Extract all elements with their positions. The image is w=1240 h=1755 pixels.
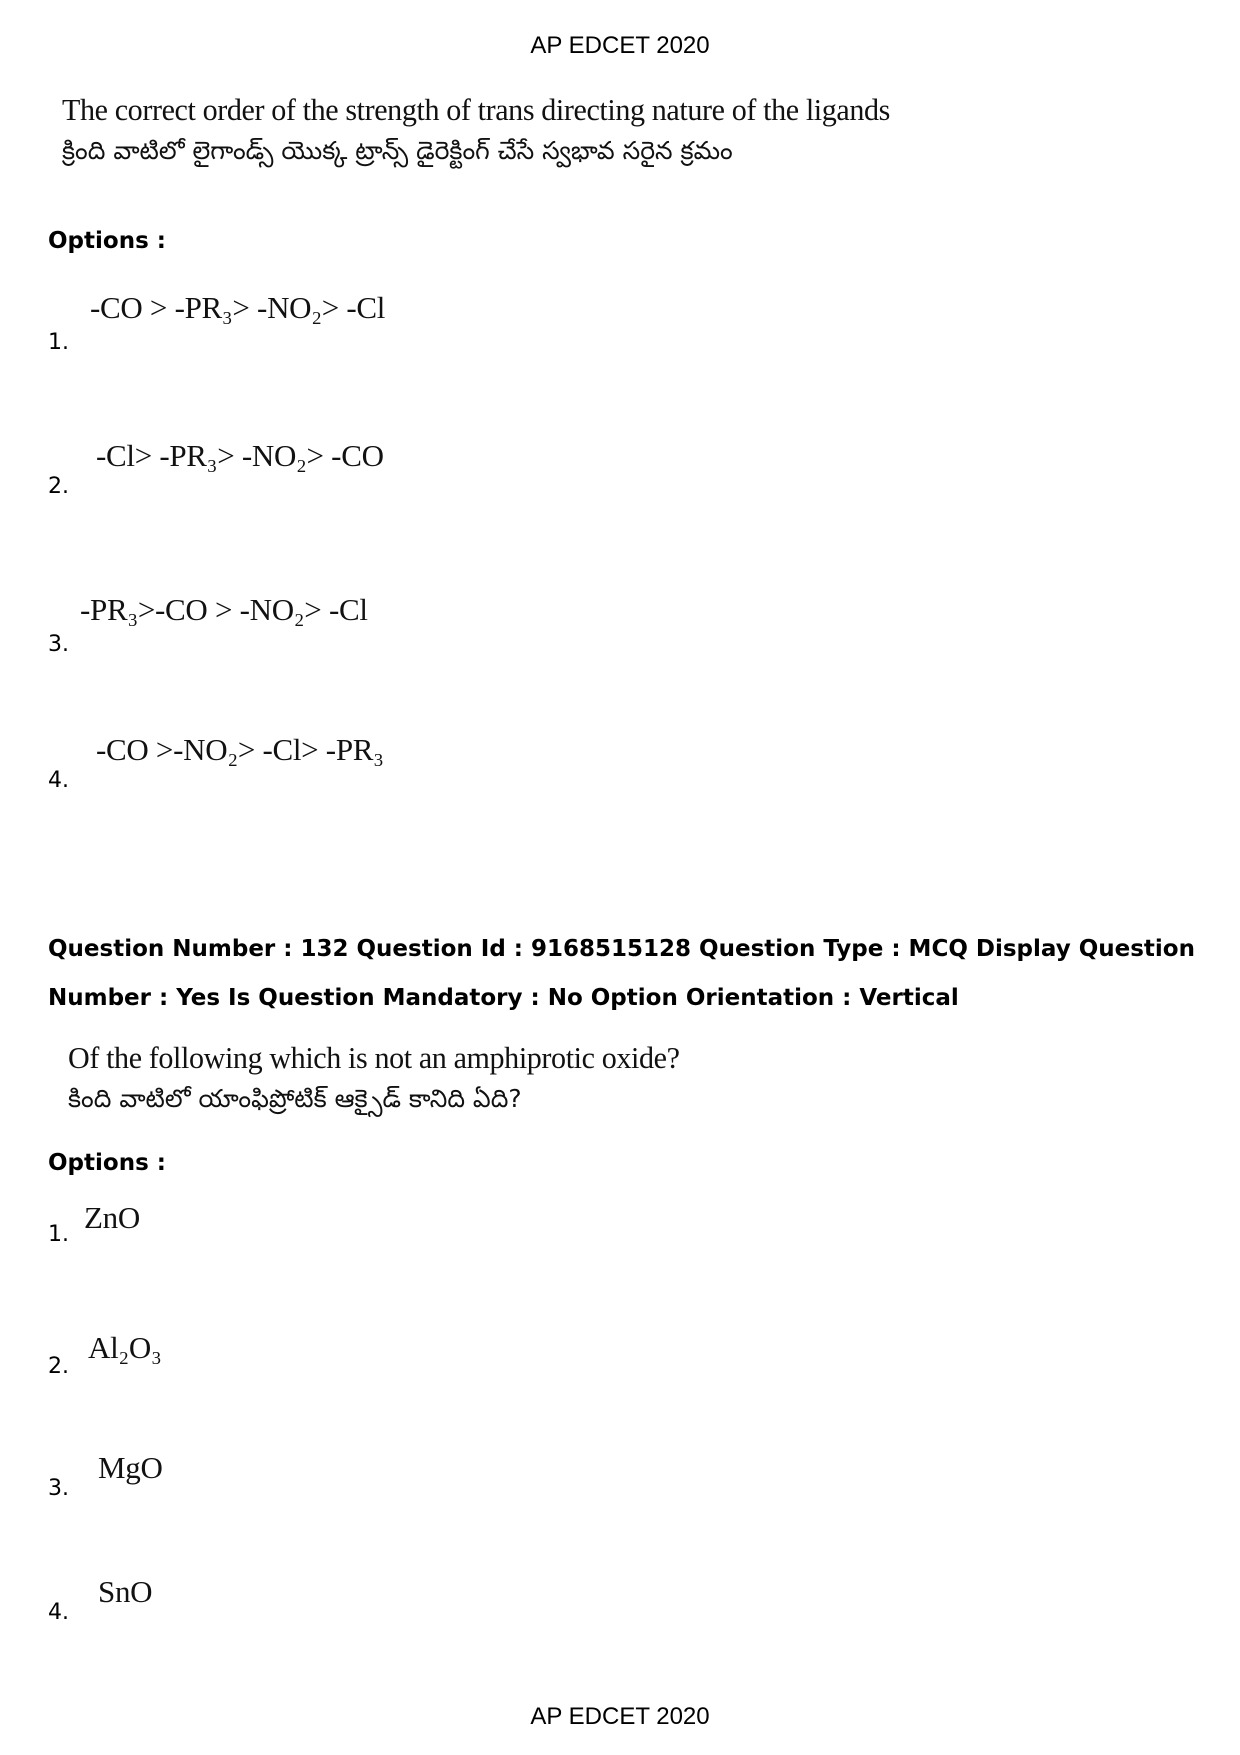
question-131-image <box>62 92 916 172</box>
question-132-meta-line2: Number : Yes Is Question Mandatory : No Option Orientation : Vertical <box>48 985 959 1011</box>
option-2-value[interactable]: -Cl> -PR₃> -NO₂> -CO <box>96 438 384 473</box>
question-132-text-te: కింది వాటిలో యాంఫిప్రోటిక్ ఆక్సైడ్ కానిది ఏది? <box>68 1084 522 1113</box>
option-2-number: 2. <box>48 474 69 499</box>
option-3-value[interactable]: MgO <box>98 1450 163 1485</box>
option-1-value[interactable]: -CO > -PR₃> -NO₂> -Cl <box>90 290 386 325</box>
option-1-number: 1. <box>48 1222 69 1247</box>
option-3-value[interactable]: -PR₃>-CO > -NO₂> -Cl <box>80 592 368 627</box>
option-3-number: 3. <box>48 632 69 657</box>
option-4-number: 4. <box>48 768 69 793</box>
page-header: AP EDCET 2020 <box>530 32 710 59</box>
option-1-value[interactable]: ZnO <box>84 1200 140 1235</box>
question-132-image <box>68 1040 698 1120</box>
option-3-number: 3. <box>48 1476 69 1501</box>
options-label: Options : <box>48 1150 166 1176</box>
option-4-number: 4. <box>48 1600 69 1625</box>
option-1-number: 1. <box>48 330 69 355</box>
option-4-value[interactable]: -CO >-NO₂> -Cl> -PR₃ <box>96 732 384 767</box>
option-2-number: 2. <box>48 1354 69 1379</box>
question-131-text-te: క్రింది వాటిలో లైగాండ్స్ యొక్క ట్రాన్స్ డైరెక్టింగ్ చేసే స్వభావ సరైన క్రమం <box>62 136 733 165</box>
option-2-value[interactable]: Al₂O₃ <box>88 1330 162 1365</box>
option-4-value[interactable]: SnO <box>98 1574 153 1609</box>
question-131-text-en: The correct order of the strength of trans directing nature of the ligands <box>62 92 890 127</box>
page-footer: AP EDCET 2020 <box>530 1703 710 1730</box>
question-132-meta-line1: Question Number : 132 Question Id : 9168515128 Question Type : MCQ Display Question <box>48 936 1195 962</box>
options-label: Options : <box>48 228 166 254</box>
question-132-text-en: Of the following which is not an amphiprotic oxide? <box>68 1040 680 1075</box>
